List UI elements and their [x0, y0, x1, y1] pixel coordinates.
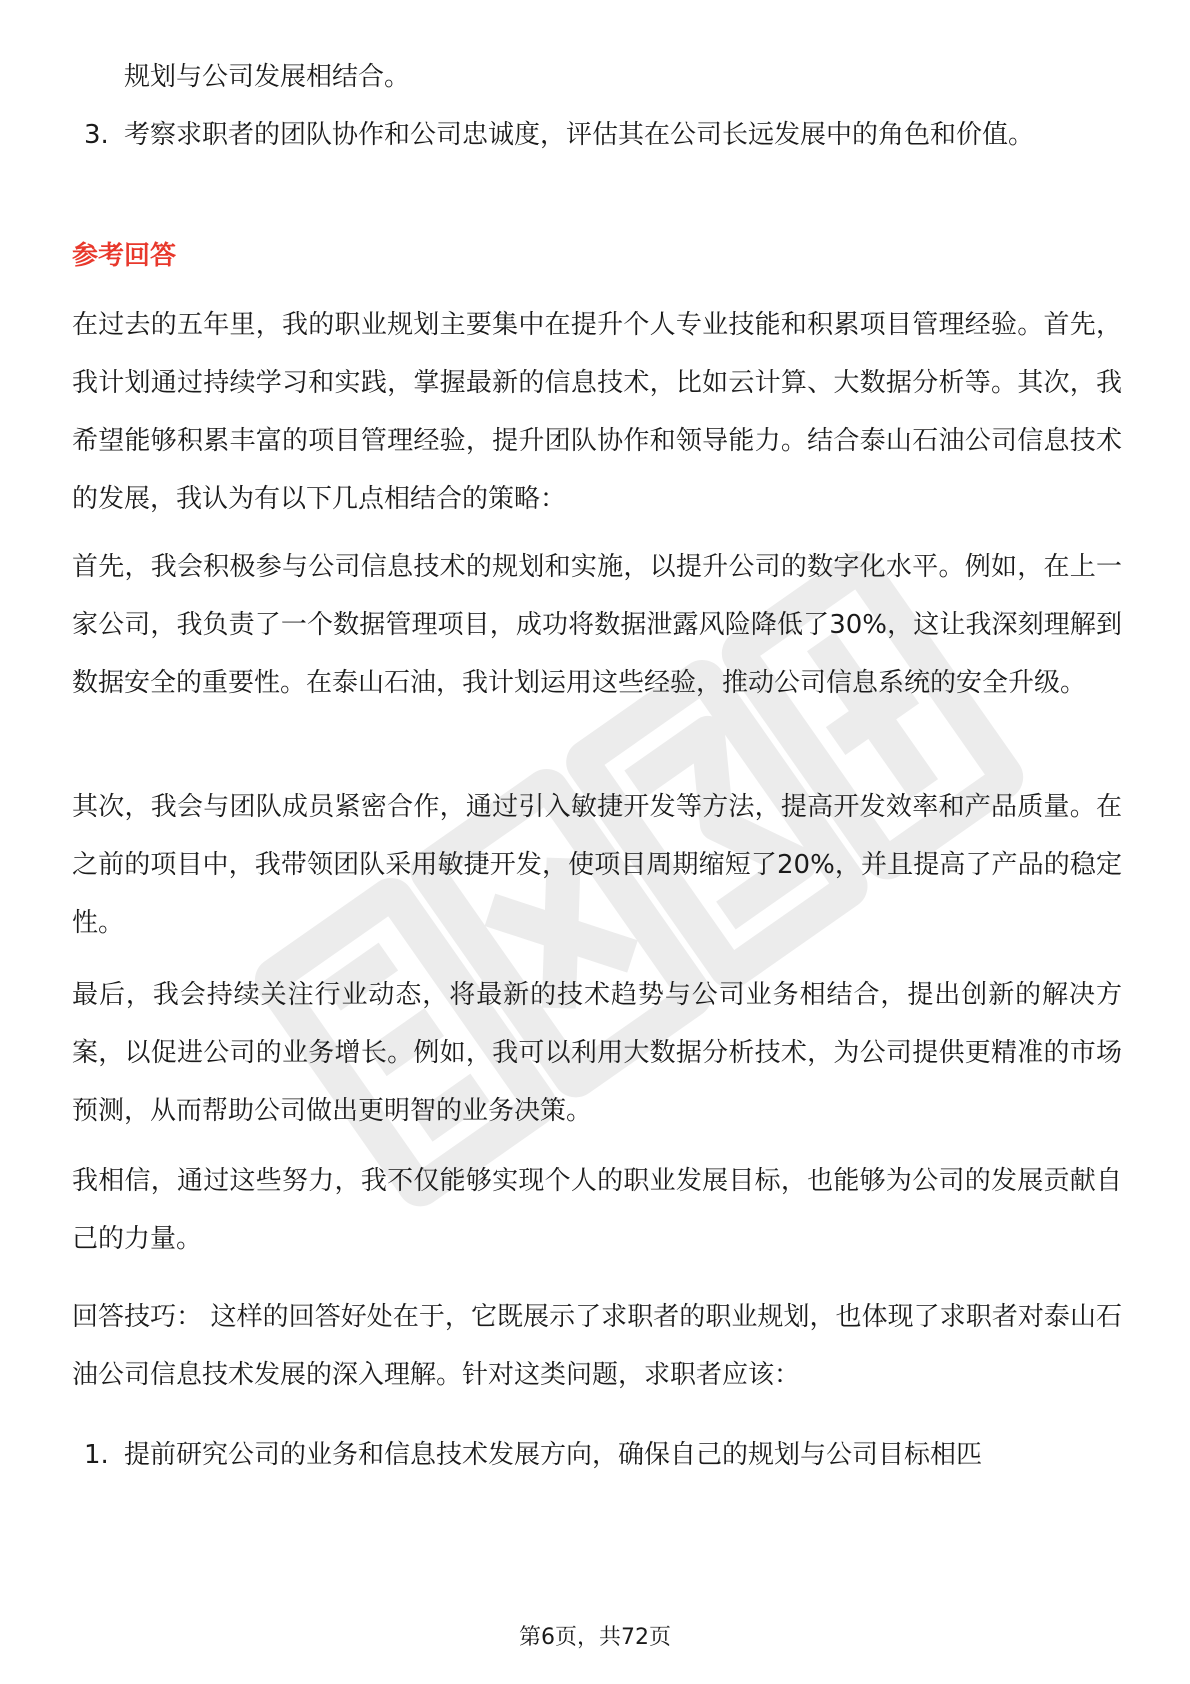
list-item: [72, 1426, 1122, 1484]
paragraph: 在过去的五年里，我的职业规划主要集中在提升个人专业技能和积累项目管理经验。首先，我计划通过持续学习和实践，掌握最新的信息技术，比如云计算、大数据分析等。其次，我希望能够积累丰富的项目管理经验，提升团队协作和领导能力。结合泰山石油公司信息技术的发展，我认为有以下几点相结合的策略：: [72, 310, 1122, 514]
list-number: 1.: [84, 1440, 109, 1470]
continuation-line: 规划与公司发展相结合。: [124, 62, 411, 92]
list-text: 考察求职者的团队协作和公司忠诚度，评估其在公司长远发展中的角色和价值。: [124, 120, 1035, 150]
list-number: 3.: [84, 120, 109, 150]
list-item: [72, 106, 1122, 164]
page-footer: 第6页，共72页: [519, 1625, 671, 1650]
paragraph: 我相信，通过这些努力，我不仅能够实现个人的职业发展目标，也能够为公司的发展贡献自己的力量。: [72, 1166, 1122, 1254]
paragraph: 首先，我会积极参与公司信息技术的规划和实施，以提升公司的数字化水平。例如，在上一家公司，我负责了一个数据管理项目，成功将数据泄露风险降低了30%，这让我深刻理解到数据安全的重要性。在泰山石油，我计划运用这些经验，推动公司信息系统的安全升级。: [72, 552, 1122, 698]
paragraph: 回答技巧： 这样的回答好处在于，它既展示了求职者的职业规划，也体现了求职者对泰山石油公司信息技术发展的深入理解。针对这类问题，求职者应该：: [72, 1302, 1122, 1390]
answer-heading: 参考回答: [72, 241, 177, 271]
paragraph: 其次，我会与团队成员紧密合作，通过引入敏捷开发等方法，提高开发效率和产品质量。在之前的项目中，我带领团队采用敏捷开发，使项目周期缩短了20%，并且提高了产品的稳定性。: [72, 792, 1122, 938]
paragraph: 最后，我会持续关注行业动态，将最新的技术趋势与公司业务相结合，提出创新的解决方案，以促进公司的业务增长。例如，我可以利用大数据分析技术，为公司提供更精准的市场预测，从而帮助公司做出更明智的业务决策。: [72, 980, 1122, 1126]
list-text: 提前研究公司的业务和信息技术发展方向，确保自己的规划与公司目标相匹: [124, 1440, 983, 1470]
